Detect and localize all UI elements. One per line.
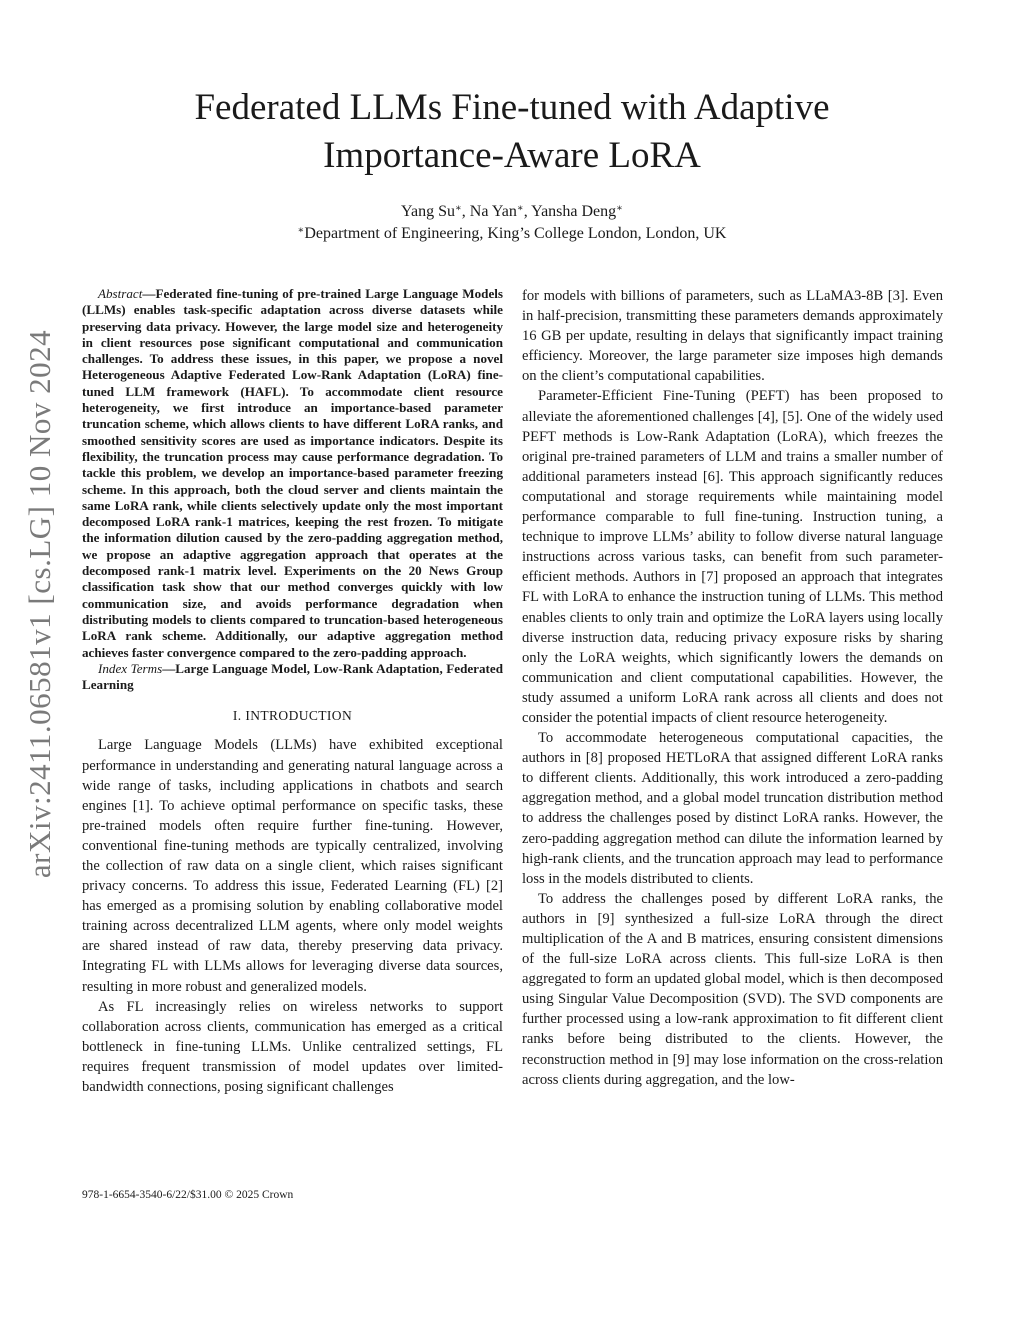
paragraph: To address the challenges posed by different LoRA ranks, the authors in [9] synthesized a full-size LoRA through the direct multiplication of the A and B matrices, ensuring consistent dimensions of the full-size LoRA across clients. This full-size LoRA is then aggregated to form an updated global model, which is then decomposed using Singular Value Decomposition (SVD). The SVD components are further processed using a low-rank approximation to fit different client ranks before being distributed to the clients. However, the reconstruction method in [9] may lose information on the cross-relation across clients during aggregation, and the low-: [522, 890, 943, 1088]
affiliation-text: Department of Engineering, King’s College London, London, UK: [304, 225, 727, 242]
abstract-text: —Federated fine-tuning of pre-trained Large Language Models (LLMs) enables task-specific adaptation across diverse datasets while preserving data privacy. However, the large model size and heterogeneity in client resources pose significant computational and communication challenges. To address these issues, in this paper, we propose a novel Heterogeneous Adaptive Federated Low-Rank Adaptation (LoRA) fine-tuned LLM framework (HAFL). To accommodate client resource heterogeneity, we first introduce an importance-based parameter truncation scheme, which allows clients to have different LoRA ranks, and smoothed sensitivity scores are used as importance indicators. Despite its flexibility, the truncation process may cause performance degradation. To tackle this problem, we develop an importance-based parameter freezing scheme. In this approach, both the cloud server and clients maintain the same LoRA rank, while clients selectively update only the most important decomposed LoRA rank-1 matrices, keeping the rest frozen. To mitigate the information dilution caused by the zero-padding aggregation method, we propose an adaptive aggregation approach that operates at the decomposed rank-1 matrix level. Experiments on the 20 News Group classification task show that our method converges quickly with low communication size, and avoids performance degradation when distributing models to clients compared to truncation-based heterogeneous LoRA rank scheme. Additionally, our adaptive aggregation method achieves faster convergence compared to the zero-padding approach.: [82, 286, 503, 660]
author-list: [80, 201, 944, 223]
right-column: [522, 286, 943, 1090]
paper-title: [80, 84, 944, 180]
affiliation-mark: ∗: [516, 203, 524, 214]
affiliation-mark: ∗: [616, 203, 623, 214]
abstract: [82, 286, 503, 661]
abstract-label: Abstract: [98, 286, 143, 301]
index-terms: [82, 661, 503, 694]
author-separator: ,: [461, 203, 470, 220]
author-name: Yang Su: [401, 203, 455, 220]
arxiv-identifier: arXiv:2411.06581v1 [cs.LG] 10 Nov 2024: [22, 329, 57, 879]
affiliation-mark: ∗: [297, 225, 305, 236]
author-name: Na Yan: [469, 203, 517, 220]
index-terms-label: Index Terms: [98, 660, 163, 676]
affiliation: [80, 223, 944, 245]
affiliation-mark: ∗: [454, 203, 462, 214]
index-terms-text: —Large Language Model, Low-Rank Adaptation, Federated Learning: [82, 660, 503, 693]
left-column: [82, 286, 503, 1097]
copyright-notice: 978-1-6654-3540-6/22/$31.00 © 2025 Crown: [82, 1189, 294, 1201]
author-separator: ,: [523, 203, 532, 220]
author-name: Yansha Deng: [531, 203, 617, 220]
title-line-2: Importance-Aware LoRA: [323, 135, 701, 176]
paragraph: To accommodate heterogeneous computational capacities, the authors in [8] proposed HETLoRA that assigned different LoRA ranks to different clients. Additionally, this work introduced a zero-padding aggregation method, and a global model truncation distribution method to address the challenges posed by distinct LoRA ranks. However, the zero-padding aggregation method can dilute the information learned by high-rank clients, and the truncation approach may lead to performance loss in the models distributed to clients.: [522, 730, 943, 887]
title-line-1: Federated LLMs Fine-tuned with Adaptive: [194, 87, 830, 128]
arxiv-sidebar: [8, 244, 72, 964]
paragraph: Parameter-Efficient Fine-Tuning (PEFT) has been proposed to alleviate the aforementioned challenges [4], [5]. One of the widely used PEFT methods is Low-Rank Adaptation (LoRA), which freezes the original pre-trained parameters of LLM and trains a smaller number of additional parameters instead [6]. This approach significantly reduces computational and storage requirements while maintaining model performance comparable to full fine-tuning. Instruction tuning, a technique to improve LLMs’ ability to follow diverse natural language instructions across various tasks, can benefit from such parameter-efficient methods. Authors in [7] proposed an approach that integrates FL with LoRA to enhance the instruction tuning of LLMs. This method enables clients to only train and optimize the LoRA layers using locally diverse instruction data, reducing privacy exposure risks by sharing only the LoRA weights, which significantly lowers the demands on communication and client computational capabilities. However, the study assumed a uniform LoRA rank across all clients and does not consider the potential impacts of client resource heterogeneity.: [522, 388, 943, 726]
paragraph: for models with billions of parameters, such as LLaMA3-8B [3]. Even in half-precision, transmitting these parameters demands approximately 16 GB per update, resulting in delays that significantly impact training efficiency. Moreover, the large parameter size imposes high demands on the client’s computational capabilities.: [522, 288, 943, 385]
section-heading: I. INTRODUCTION: [232, 708, 353, 724]
paragraph: As FL increasingly relies on wireless networks to support collaboration across clients, communication has emerged as a critical bottleneck in fine-tuning LLMs. Unlike centralized settings, FL requires frequent transmission of model updates over limited-bandwidth connections, posing significant challenges: [82, 998, 503, 1096]
paragraph: Large Language Models (LLMs) have exhibited exceptional performance in understanding and generating natural language across a wide range of tasks, including applications in chatbots and search engines [1]. To achieve optimal performance on specific tasks, these pre-trained models often require further fine-tuning. However, conventional fine-tuning methods are typically centralized, involving the collection of raw data on a single client, which raises significant privacy concerns. To address this issue, Federated Learning (FL) [2] has emerged as a promising solution by enabling collaborative model training across decentralized LLM agents, where only model weights are shared instead of raw data, thereby preserving data privacy. Integrating FL with LLMs allows for leveraging diverse data sources, resulting in more robust and generalized models.: [82, 737, 503, 995]
